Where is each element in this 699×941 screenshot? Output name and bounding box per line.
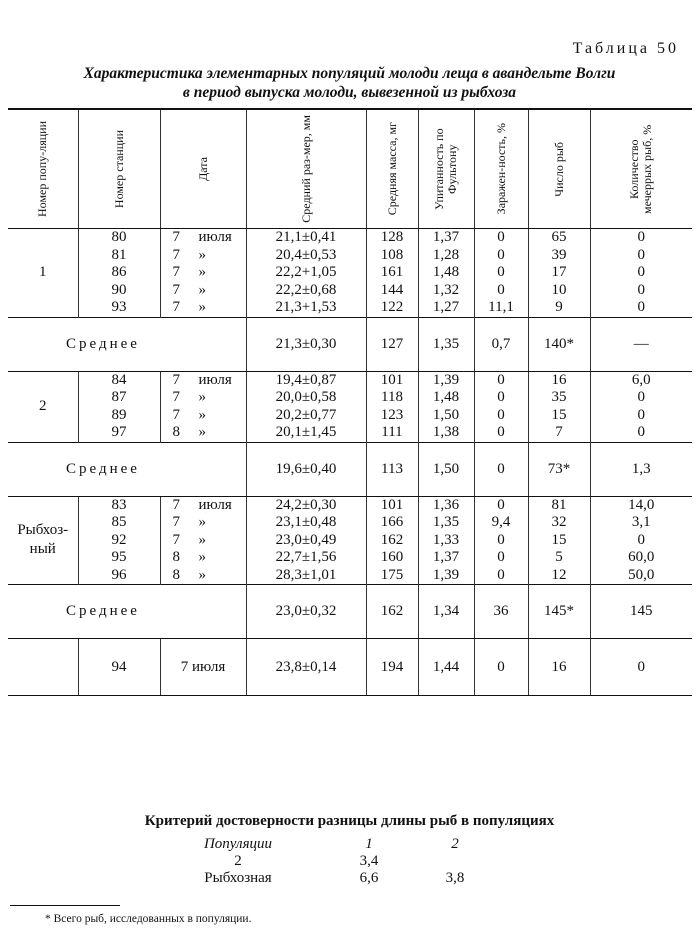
cell-line: 0 [637,281,645,298]
footnote-rule [10,905,120,906]
average-label: Среднее [8,317,246,371]
cell-line [173,229,246,247]
date-day: 7 [172,281,180,298]
cell-line: 20,1±1,45 [275,424,337,440]
cell-line: 1,36 [432,496,460,513]
cell-line: 17 [551,264,567,280]
cell-line: 7 [555,424,563,440]
cell-line: 32 [551,514,567,530]
cell-line: 6,0 [631,371,651,388]
date-month: » [198,566,206,583]
footnote: * Всего рыб, исследованных в популяции. [45,913,252,925]
cell-line: 0 [497,229,505,245]
cell-line: 50,0 [628,566,655,583]
criterion-cell: 2 [234,853,242,869]
date-day: 8 [172,424,180,440]
date-month: » [198,264,206,280]
header-size: Средний раз-мер, мм [246,109,366,229]
count-cell: 16 [528,639,590,696]
cell-line: 65 [551,229,567,245]
average-count-cell: 140* [528,317,590,371]
cell-line: 1,32 [432,281,460,298]
average-fulton-cell: 1,34 [418,585,474,639]
size-cell: 23,8±0,14 [246,639,366,696]
cell-line: 35 [551,389,567,405]
criterion-cell: 3,8 [445,870,465,886]
average-marked-cell: 1,3 [590,442,692,496]
marked-cell [590,229,692,318]
cell-line: 0 [637,246,645,263]
marked-cell [590,496,692,585]
date-cell [160,371,246,442]
criterion-cell: 6,6 [359,870,379,886]
cell-line [173,514,246,532]
cell-line: 81 [551,496,567,513]
date-day: 7 [172,299,180,315]
cell-line: 0 [497,424,505,440]
header-infection: Заражен-ность, % [474,109,528,229]
cell-line [173,424,246,442]
cell-line: 15 [551,531,567,548]
cell-line: 166 [380,514,404,530]
cell-line: 1,27 [432,299,460,315]
cell-line [173,532,246,550]
cell-line: 111 [381,424,403,440]
population-label: Рыбхоз-ный [17,522,69,558]
cell-line: 1,28 [432,246,460,263]
average-label: Среднее [8,442,246,496]
cell-line: 16 [551,371,567,388]
cell-line: 87 [111,389,127,405]
table-title-line1: Характеристика элементарных популяций молоди леща в авандельте Волги [83,65,616,82]
cell-line [173,497,246,515]
average-marked-cell: 145 [590,585,692,639]
criterion-cell [412,853,498,870]
cell-line: 93 [111,299,127,315]
cell-line: 81 [111,246,127,263]
mass-cell [366,371,418,442]
criterion-cell: 3,4 [359,853,379,869]
date-day: 7 [172,406,180,423]
cell-line: 0 [497,371,505,388]
average-fulton-cell: 1,50 [418,442,474,496]
cell-line: 92 [111,531,127,548]
cell-line: 84 [111,371,127,388]
population-label: 2 [39,398,47,414]
header-station: Номер станции [78,109,160,229]
date-month: » [198,514,206,530]
cell-line [173,372,246,390]
cell-line: 0 [637,424,645,440]
cell-line: 175 [380,566,404,583]
cell-line: 161 [380,264,404,280]
cell-line: 1,39 [432,566,460,583]
cell-line: 20,4±0,53 [275,246,337,263]
cell-line: 1,48 [432,264,460,280]
cell-line: 12 [551,566,567,583]
cell-line: 108 [380,246,404,263]
average-size-cell: 21,3±0,30 [246,317,366,371]
cell-line: 101 [380,371,404,388]
date-day: 7 [172,229,180,245]
date-cell [160,496,246,585]
average-marked-cell: — [590,317,692,371]
cell-line: 96 [111,566,127,583]
fulton-cell [418,371,474,442]
cell-line: 101 [380,496,404,513]
cell-line: 0 [497,246,505,263]
table-title-line2: в период выпуска молоди, вывезенной из рыбхоза [182,84,517,101]
average-infection-cell: 0 [474,442,528,496]
cell-line: 162 [380,531,404,548]
cell-line: 24,2±0,30 [275,496,337,513]
cell-line: 9,4 [491,514,511,530]
date-month: » [198,549,206,565]
cell-line: 95 [111,549,127,565]
fulton-cell [418,229,474,318]
cell-line: 23,1±0,48 [275,514,337,530]
header-marked: Количество мечеррых рыб, % [590,109,692,229]
count-cell [528,229,590,318]
cell-line: 83 [111,496,127,513]
date-cell: 7 июля [160,639,246,696]
cell-line: 1,33 [432,531,460,548]
cell-line: 60,0 [628,549,655,565]
date-cell [160,229,246,318]
cell-line: 22,2±0,68 [275,281,337,298]
cell-line: 0 [497,549,505,565]
size-cell [246,229,366,318]
cell-line [173,282,246,300]
mass-cell [366,496,418,585]
cell-line: 0 [637,406,645,423]
average-size-cell: 19,6±0,40 [246,442,366,496]
date-month: » [198,406,206,423]
cell-line [173,247,246,265]
date-day: 7 [172,371,180,388]
mass-cell [366,229,418,318]
date-month: » [198,531,206,548]
criterion-header-cell: 2 [451,836,459,852]
average-count-cell: 73* [528,442,590,496]
extra-station-row [8,639,692,696]
cell-line: 0 [497,531,505,548]
cell-line: 28,3±1,01 [275,566,337,583]
cell-line: 97 [111,424,127,440]
date-month: » [198,281,206,298]
cell-line [173,407,246,425]
infection-cell: 0 [474,639,528,696]
cell-line: 5 [555,549,563,565]
date-month: » [198,246,206,263]
cell-line: 0 [637,264,645,280]
criterion-header-row [150,836,498,853]
cell-line: 1,35 [432,514,460,530]
population-table [8,108,692,696]
cell-line: 21,3+1,53 [275,299,337,315]
cell-line: 0 [497,566,505,583]
cell-line: 0 [497,406,505,423]
header-row [8,109,692,229]
cell-line: 0 [497,389,505,405]
mass-cell: 194 [366,639,418,696]
date-month: » [198,299,206,315]
station-cell [78,496,160,585]
cell-line: 1,48 [432,389,460,405]
infection-cell [474,496,528,585]
header-fulton: Упитанность по Фультону [418,109,474,229]
infection-cell [474,371,528,442]
fulton-cell: 1,44 [418,639,474,696]
cell-line: 123 [380,406,404,423]
cell-line: 11,1 [488,299,514,315]
cell-line: 0 [497,281,505,298]
cell-line: 21,1±0,41 [275,229,337,245]
date-day: 8 [172,549,180,565]
population-group-row [8,371,692,442]
date-day: 7 [172,264,180,280]
criterion-row [150,870,498,887]
cell-line: 1,37 [432,229,460,245]
size-cell [246,496,366,585]
cell-line: 0 [637,389,645,405]
cell-line: 1,37 [432,549,460,565]
average-row [8,442,692,496]
fulton-cell [418,496,474,585]
date-month: июля [198,229,232,245]
cell-line: 0 [637,531,645,548]
cell-line [173,264,246,282]
cell-line: 85 [111,514,127,530]
average-fulton-cell: 1,35 [418,317,474,371]
cell-line: 9 [555,299,563,315]
date-month: июля [198,371,232,388]
date-month: » [198,389,206,405]
cell-line [173,389,246,407]
date-month: » [198,424,206,440]
size-cell [246,371,366,442]
cell-line: 128 [380,229,404,245]
cell-line: 3,1 [631,514,651,530]
average-mass-cell: 113 [366,442,418,496]
cell-line: 39 [551,246,567,263]
cell-line: 86 [111,264,127,280]
cell-line: 0 [637,229,645,245]
criterion-header-cell: 1 [365,836,373,852]
count-cell [528,496,590,585]
date-month: июля [198,496,232,513]
station-cell: 94 [78,639,160,696]
cell-line: 10 [551,281,567,298]
date-day: 7 [172,514,180,530]
count-cell [528,371,590,442]
cell-line: 19,4±0,87 [275,371,337,388]
criterion-row [150,853,498,870]
table-number: Таблица 50 [572,40,679,57]
cell-line: 0 [497,264,505,280]
cell-line: 23,0±0,49 [275,531,337,548]
station-cell [78,371,160,442]
average-infection-cell: 36 [474,585,528,639]
average-infection-cell: 0,7 [474,317,528,371]
cell-line: 14,0 [628,496,655,513]
cell-line: 22,2+1,05 [275,264,337,280]
header-population: Номер попу-ляции [8,109,78,229]
average-count-cell: 145* [528,585,590,639]
marked-cell [590,371,692,442]
criterion-header-cell: Популяции [203,836,273,852]
date-day: 7 [172,246,180,263]
cell-line: 0 [497,496,505,513]
cell-line: 118 [381,389,403,405]
header-mass: Средняя масса, мг [366,109,418,229]
cell-line: 122 [380,299,404,315]
date-day: 7 [172,389,180,405]
cell-line [173,549,246,567]
cell-line: 160 [380,549,404,565]
cell-line: 144 [380,281,404,298]
cell-line: 0 [637,299,645,315]
population-label: 1 [39,264,47,281]
average-size-cell: 23,0±0,32 [246,585,366,639]
cell-line: 1,38 [432,424,460,440]
average-row [8,585,692,639]
criterion-title: Критерий достоверности разницы длины рыб в популяциях [144,813,555,829]
cell-line: 90 [111,281,127,298]
cell-line: 20,2±0,77 [275,406,337,423]
cell-line: 15 [551,406,567,423]
header-count: Число рыб [528,109,590,229]
population-label [8,639,78,696]
average-label: Среднее [8,585,246,639]
date-day: 7 [172,496,180,513]
population-group-row [8,229,692,318]
criterion-table [150,836,498,887]
criterion-cell: Рыбхозная [204,870,272,886]
cell-line: 89 [111,406,127,423]
header-date: Дата [160,109,246,229]
infection-cell [474,229,528,318]
average-mass-cell: 127 [366,317,418,371]
cell-line: 22,7±1,56 [275,549,337,565]
cell-line: 1,39 [432,371,460,388]
cell-line: 20,0±0,58 [275,389,337,405]
station-cell [78,229,160,318]
population-group-row [8,496,692,585]
date-day: 8 [172,566,180,583]
cell-line [173,567,246,585]
cell-line: 1,50 [432,406,460,423]
date-day: 7 [172,531,180,548]
average-row [8,317,692,371]
cell-line [173,299,246,317]
marked-cell: 0 [590,639,692,696]
cell-line: 80 [111,229,127,245]
average-mass-cell: 162 [366,585,418,639]
